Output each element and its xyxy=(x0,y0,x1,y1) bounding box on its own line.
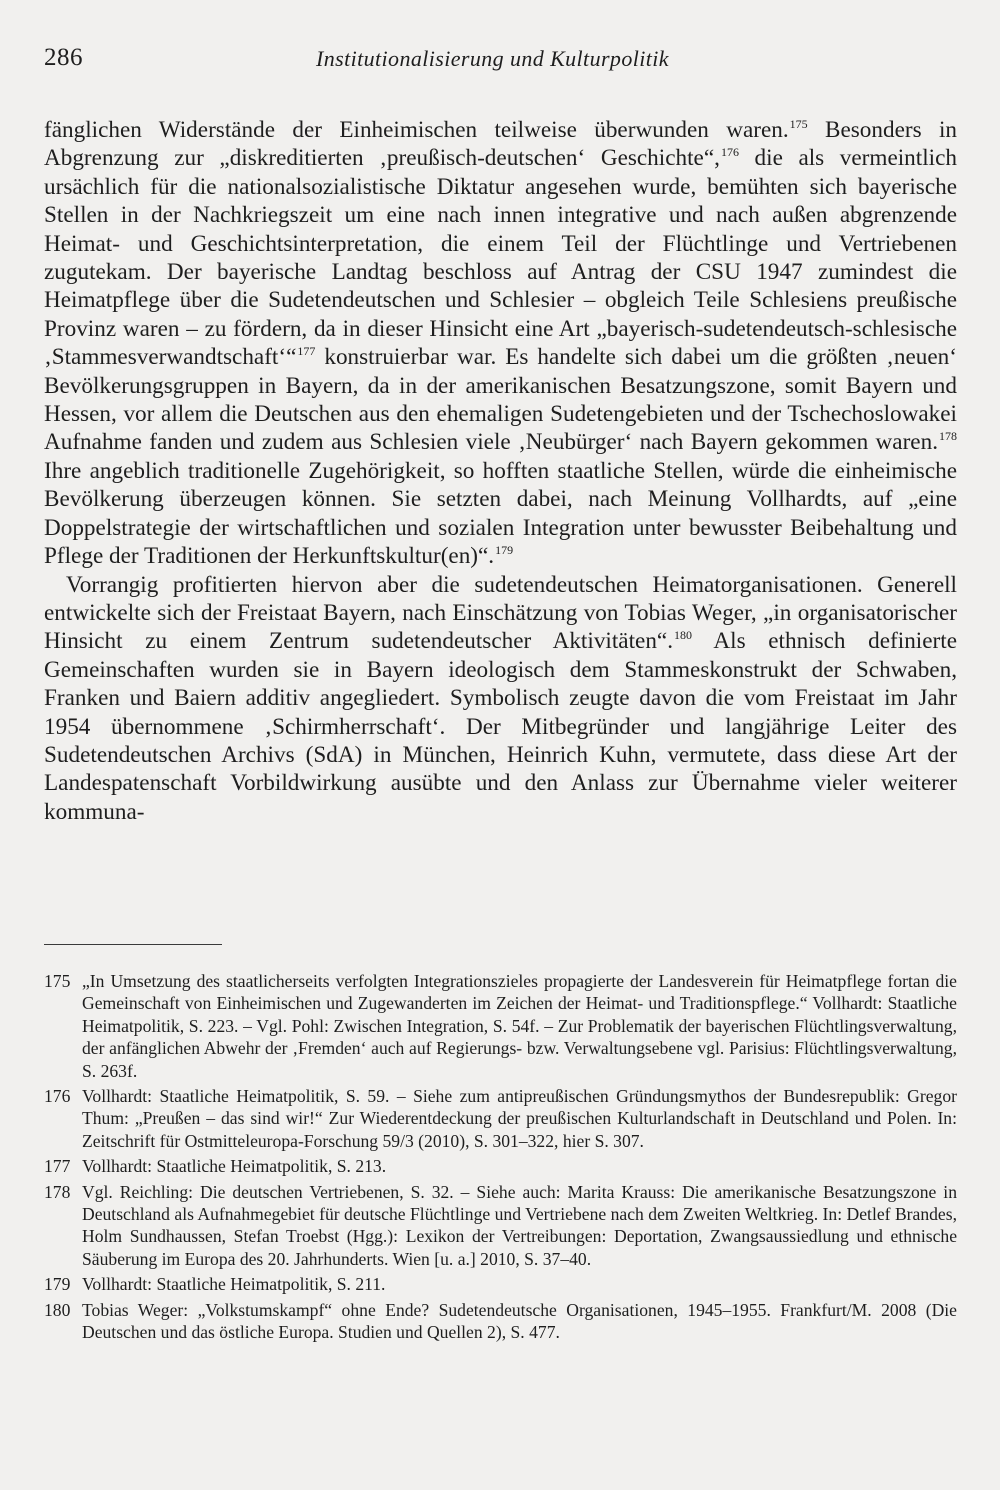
footnote-reference[interactable]: 176 xyxy=(720,145,739,160)
text-run: Ihre angeblich traditionelle Zugehörigkeit, so hofften staatliche Stellen, würde die einheimische Bevölkerung überzeugen können. Sie setzten dabei, nach Meinung Vollhardts, auf „eine Doppelstrategie der wirtschaftlichen und sozialen Integration unter bewusster Beibehaltung und Pflege der Traditionen der Herkunftskultur(en)“. xyxy=(44,457,957,570)
main-text xyxy=(44,116,957,826)
footnote xyxy=(44,1181,957,1271)
footnote-number: 176 xyxy=(44,1086,71,1107)
footnote xyxy=(44,1273,957,1295)
footnote-text: Vollhardt: Staatliche Heimatpolitik, S. 213. xyxy=(82,1156,387,1177)
text-run: Vorrangig profitierten hiervon aber die sudetendeutschen Heimatorganisationen. Generell entwickelte sich der Freistaat Bayern, nach Einschätzung von Tobias Weger, „in organisatorischer Hinsicht zu einem Zentrum sudetendeutscher Aktivitäten“. xyxy=(44,571,957,655)
footnote-number: 180 xyxy=(44,1299,71,1320)
footnote-separator xyxy=(44,944,222,945)
footnote-text: „In Umsetzung des staatlicherseits verfolgten Integrationszieles propagierte der Landesverein für Heimatpflege fortan die Gemeinschaft von Einheimischen und Zugewanderten im Zeichen der Heimat- und Traditionspflege.“ Vollhardt: Staatliche Heimatpolitik, S. 223. – Vgl. Pohl: Zwischen Integration, S. 54f. – Zur Problematik der bayerischen Flüchtlingsverwaltung, der anfänglichen Abwehr der ‚Fremden‘ auch auf Regierungs- bzw. Verwaltungsebene vgl. Parisius: Flüchtlingsverwaltung, S. 263f. xyxy=(82,971,957,1081)
footnote-text: Vollhardt: Staatliche Heimatpolitik, S. 59. – Siehe zum antipreußischen Gründungsmythos der Bundesrepublik: Gregor Thum: „Preußen – das sind wir!“ Zur Wiederentdeckung der preußischen Kulturlandschaft in Deutschland und Polen. In: Zeitschrift für Ostmitteleuropa-Forschung 59/3 (2010), S. 301–322, hier S. 307. xyxy=(82,1086,957,1151)
footnote xyxy=(44,1085,957,1152)
text-run: Als ethnisch definierte Gemeinschaften wurden sie in Bayern ideologisch dem Stammeskonstrukt der Schwaben, Franken und Baiern additiv angegliedert. Symbolisch zeugte davon die vom Freistaat im Jahr 1954 übernommene ‚Schirmherrschaft‘. Der Mitbegründer und langjährige Leiter des Sudetendeutschen Archivs (SdA) in München, Heinrich Kuhn, vermutete, dass diese Art der Landespatenschaft Vorbildwirkung ausübte und den Anlass zur Übernahme vieler weiterer kommuna- xyxy=(44,628,957,825)
footnote-reference[interactable]: 178 xyxy=(939,429,957,444)
paragraph xyxy=(44,571,957,827)
footnotes xyxy=(44,970,957,1347)
running-head xyxy=(44,44,956,78)
page-number: 286 xyxy=(44,44,83,71)
footnote-number: 178 xyxy=(44,1181,71,1202)
footnote-reference[interactable]: 177 xyxy=(297,344,316,359)
text-run: fänglichen Widerstände der Einheimischen teilweise überwunden waren. xyxy=(44,117,789,143)
text-run: Besonders in Abgrenzung zur „diskreditierten ‚preußisch-deutschen‘ Geschichte“, xyxy=(44,117,957,172)
footnote-reference[interactable]: 175 xyxy=(789,117,808,131)
footnote xyxy=(44,970,957,1082)
footnote-text: Tobias Weger: „Volkstumskampf“ ohne Ende? Sudetendeutsche Organisationen, 1945–1955. Frankfurt/M. 2008 (Die Deutschen und das östliche Europa. Studien und Quellen 2), S. 477. xyxy=(82,1299,957,1343)
footnote-number: 177 xyxy=(44,1156,71,1177)
footnote xyxy=(44,1155,957,1177)
footnote-text: Vollhardt: Staatliche Heimatpolitik, S. 211. xyxy=(82,1274,386,1295)
text-run: die als vermeintlich ursächlich für die nationalsozialistische Diktatur angesehen wurde, bemühten sich bayerische Stellen in der Nachkriegszeit um eine nach innen integrative und nach außen abgrenzende Heimat- und Geschichtsinterpretation, die einem Teil der Flüchtlinge und Vertriebenen zugutekam. Der bayerische Landtag beschloss auf Antrag der CSU 1947 zumindest die Heimatpflege über die Sudetendeutschen und Schlesier – obgleich Teile Schlesiens preußische Provinz waren – zu fördern, da in dieser Hinsicht eine Art „bayerisch-sudetendeutsch-schlesische ‚Stammesverwandtschaft‘“ xyxy=(44,145,957,371)
footnote-reference[interactable]: 179 xyxy=(495,543,514,558)
footnote-reference[interactable]: 180 xyxy=(674,628,693,643)
running-title: Institutionalisierung und Kulturpolitik xyxy=(316,46,669,71)
footnote-text: Vgl. Reichling: Die deutschen Vertriebenen, S. 32. – Siehe auch: Marita Krauss: Die amerikanische Besatzungszone in Deutschland als Aufnahmegebiet für deutsche Flüchtlinge und Vertriebene nach dem Zweiten Weltkrieg. In: Detlef Brandes, Holm Sundhaussen, Stefan Troebst (Hgg.): Lexikon der Vertreibungen: Deportation, Zwangsaussiedlung und ethnische Säuberung im Europa des 20. Jahrhunderts. Wien [u. a.] 2010, S. 37–40. xyxy=(82,1181,957,1269)
paragraph xyxy=(44,116,957,571)
footnote-number: 175 xyxy=(44,971,71,991)
footnote xyxy=(44,1299,957,1344)
footnote-number: 179 xyxy=(44,1274,71,1295)
text-run: konstruierbar war. Es handelte sich dabei um die größten ‚neuen‘ Bevölkerungsgruppen in Bayern, da in der amerikanischen Besatzungszone, somit Bayern und Hessen, vor allem die Deutschen aus den ehemaligen Sudetengebieten und der Tschechoslowakei Aufnahme fanden und zudem aus Schlesien viele ‚Neubürger‘ nach Bayern gekommen waren. xyxy=(44,344,957,456)
